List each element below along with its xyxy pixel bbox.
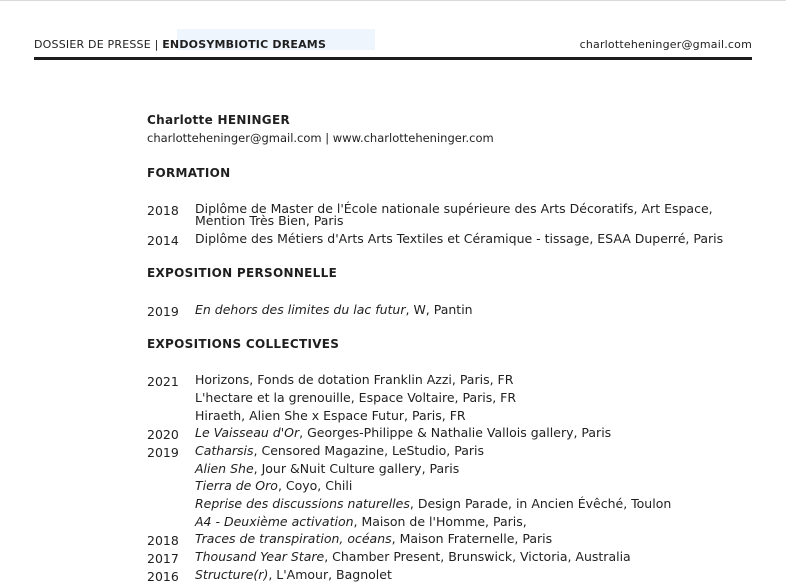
group-entry	[195, 410, 466, 422]
group-entry-venue: , Chamber Present, Brunswick, Victoria, Australia	[324, 549, 631, 564]
group-entry-venue: , Censored Magazine, LeStudio, Paris	[253, 443, 485, 458]
group-entry	[195, 533, 552, 545]
formation-entry-cont: Mention Très Bien, Paris	[195, 213, 344, 228]
group-entry-venue: Hiraeth, Alien She x Espace Futur, Paris, FR	[195, 408, 466, 423]
group-entry-title: Traces de transpiration, océans	[195, 531, 392, 546]
group-entry-venue: , Jour &Nuit Culture gallery, Paris	[253, 461, 460, 476]
header-email[interactable]: charlotteheninger@gmail.com	[579, 38, 752, 51]
group-entry	[195, 445, 484, 457]
group-year: 2021	[147, 374, 179, 389]
page-top-border	[0, 0, 786, 1]
group-entry-title: Tierra de Oro	[195, 478, 278, 493]
group-entry-title: Structure(r)	[195, 567, 269, 582]
group-entry-venue: , Design Parade, in Ancien Évêché, Toulon	[409, 496, 672, 511]
group-year: 2018	[147, 533, 179, 548]
group-year: 2017	[147, 551, 179, 566]
group-year: 2020	[147, 427, 179, 442]
group-entry-venue: , Georges-Philippe & Nathalie Vallois gallery, Paris	[299, 425, 612, 440]
group-entry	[195, 463, 459, 475]
header-separator: |	[154, 38, 159, 51]
group-entry-venue: , Maison Fraternelle, Paris	[391, 531, 553, 546]
group-entry	[195, 427, 611, 439]
group-entry-title: Thousand Year Stare	[195, 549, 325, 564]
group-entry	[195, 480, 352, 492]
section-group-title: EXPOSITIONS COLLECTIVES	[147, 337, 340, 351]
solo-entry-venue: , W, Pantin	[405, 302, 473, 317]
formation-year: 2014	[147, 233, 179, 248]
group-entry	[195, 569, 392, 581]
group-entry-title: Alien She	[195, 461, 254, 476]
group-entry-title: Le Vaisseau d'Or	[195, 425, 300, 440]
section-formation-title: FORMATION	[147, 166, 231, 180]
section-solo-title: EXPOSITION PERSONNELLE	[147, 266, 338, 280]
solo-entry-title: En dehors des limites du lac futur	[195, 302, 406, 317]
group-entry-venue: L'hectare et la grenouille, Espace Voltaire, Paris, FR	[195, 390, 517, 405]
group-entry	[195, 551, 631, 563]
artist-contact[interactable]: charlotteheninger@gmail.com | www.charlotteheninger.com	[147, 131, 494, 145]
group-entry	[195, 392, 516, 404]
formation-entry: Diplôme de Master de l'École nationale supérieure des Arts Décoratifs, Art Espace,	[195, 201, 713, 216]
formation-year: 2018	[147, 203, 179, 218]
group-entry-venue: Horizons, Fonds de dotation Franklin Azzi, Paris, FR	[195, 372, 514, 387]
header-dossier: DOSSIER DE PRESSE	[34, 38, 151, 51]
group-entry-title: Reprise des discussions naturelles	[195, 496, 410, 511]
group-year: 2016	[147, 569, 179, 584]
group-entry	[195, 516, 527, 528]
group-entry-title: Catharsis	[195, 443, 254, 458]
group-entry-title: A4 - Deuxième activation	[195, 514, 354, 529]
group-entry	[195, 374, 513, 386]
header-left	[34, 38, 326, 51]
group-entry	[195, 498, 671, 510]
solo-entry	[195, 304, 473, 316]
group-entry-venue: , Coyo, Chili	[277, 478, 353, 493]
group-year: 2019	[147, 445, 179, 460]
artist-name: Charlotte HENINGER	[147, 113, 290, 127]
solo-year: 2019	[147, 304, 179, 319]
group-entry-venue: , L'Amour, Bagnolet	[268, 567, 392, 582]
header-project: ENDOSYMBIOTIC DREAMS	[162, 38, 327, 51]
group-entry-venue: , Maison de l'Homme, Paris,	[353, 514, 527, 529]
formation-entry: Diplôme des Métiers d'Arts Arts Textiles et Céramique - tissage, ESAA Duperré, Paris	[195, 231, 724, 246]
header-rule	[34, 57, 752, 60]
